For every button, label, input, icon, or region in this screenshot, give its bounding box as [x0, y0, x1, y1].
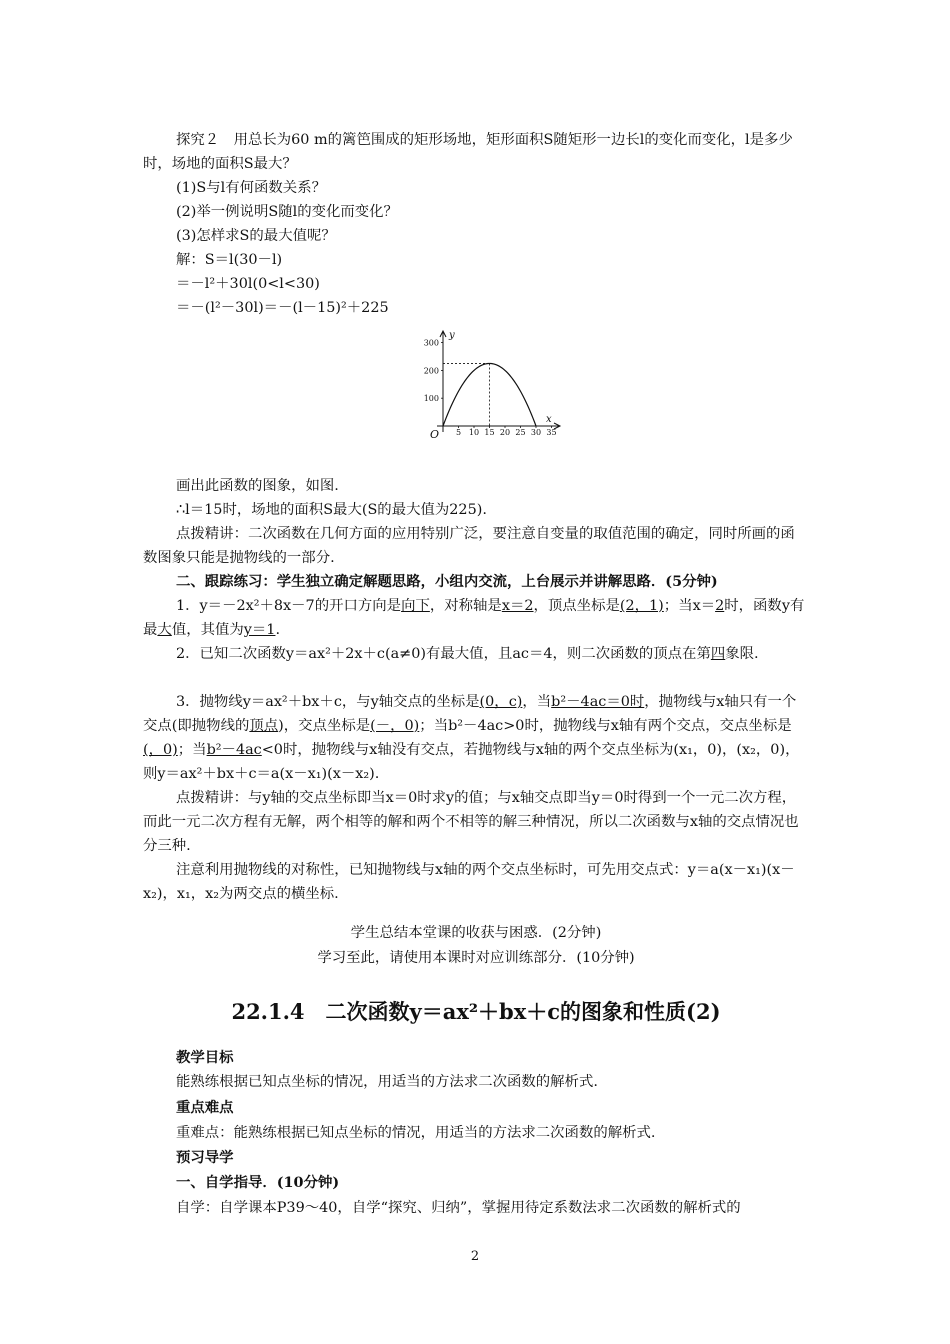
solution-line-3: ＝－(l²－30l)＝－(l－15)²＋225	[176, 300, 389, 316]
answer-blank: x＝2	[501, 598, 534, 614]
key-text: 重难点：能熟练根据已知点坐标的情况，用适当的方法求二次函数的解析式.	[176, 1125, 656, 1141]
note-text: 注意利用抛物线的对称性，已知抛物线与x轴的两个交点坐标时，可先用交点式：y＝a(x－x₁)(x－x₂)，x₁，x₂为两交点的横坐标.	[143, 862, 795, 902]
explore2-text: 探究２ 用总长为60 m的篱笆围成的矩形场地，矩形面积S随矩形一边长l的变化而变化，l是多少时，场地的面积S最大？	[143, 132, 793, 172]
tip2-text: 点拨精讲：与y轴的交点坐标即当x＝0时求y的值；与x轴交点即当y＝0时得到一个一元二次方程，而此一元二次方程有无解，两个相等的解和两个不相等的解三种情况，所以二次函数与x轴的交点情况也分三种.	[143, 790, 799, 854]
answer-blank: b²－4ac＝0时	[551, 694, 645, 710]
section2-heading: 二、跟踪练习：学生独立确定解题思路，小组内交流，上台展示并讲解思路．(5分钟)	[176, 573, 718, 590]
explore2-q1: (1)S与l有何函数关系？	[176, 180, 326, 196]
explore2-q2: (2)举一例说明S随l的变化而变化？	[176, 204, 398, 220]
summary-line-1: 学生总结本堂课的收获与困惑．(2分钟)	[350, 925, 602, 941]
conclusion-text: ∴l＝15时，场地的面积S最大(S的最大值为225).	[176, 502, 487, 518]
answer-blank: (2，1)	[619, 598, 664, 614]
x-tick-label: 20	[499, 428, 511, 437]
y-tick-label: 300	[423, 338, 439, 348]
goal-text: 能熟练根据已知点坐标的情况，用适当的方法求二次函数的解析式.	[176, 1074, 598, 1090]
x-tick-label: 5	[455, 428, 462, 437]
solution-line-2: ＝－l²＋30l(0<l<30)	[176, 276, 320, 292]
page-number: 2	[470, 1249, 480, 1264]
tip-text: 点拨精讲：二次函数在几何方面的应用特别广泛，要注意自变量的取值范围的确定，同时所画的函数图象只能是抛物线的一部分.	[143, 526, 795, 566]
x-tick-label: 35	[546, 428, 557, 437]
explore2-q3: (3)怎样求S的最大值呢？	[176, 228, 336, 244]
y-tick-label: 200	[423, 366, 439, 376]
preview-heading: 预习导学	[176, 1149, 234, 1166]
y-tick-label: 100	[423, 394, 439, 404]
answer-blank: 向下	[401, 598, 430, 614]
answer-blank: y＝1	[243, 622, 276, 638]
answer-blank: 大	[157, 622, 172, 638]
parabola-graph	[418, 328, 568, 446]
key-heading: 重点难点	[176, 1099, 234, 1116]
exercise-3: 3．抛物线y＝ax²＋bx＋c，与y轴交点的坐标是(0，c)，当b²－4ac＝0时，抛物线与x轴只有一个交点(即抛物线的顶点)，交点坐标是(－，0)；当b²－4ac>0时，抛物线与x轴有两个交点，交点坐标是(，0)；当b²－4ac<0时，抛物线与x轴没有交点，若抛物线与x轴的两个交点坐标为(x₁，0)，(x₂，0)，则y＝ax²＋bx＋c＝a(x－x₁)(x－x₂).	[143, 694, 800, 782]
x-tick-label: 15	[484, 428, 495, 437]
answer-blank: 2	[715, 598, 725, 614]
x-tick-label: 25	[515, 428, 526, 437]
origin-label: O	[430, 428, 440, 441]
x-axis-label: x	[546, 414, 552, 425]
y-axis-label: y	[449, 330, 455, 341]
answer-blank: 四	[710, 646, 726, 662]
lesson-title: 22.1.4 二次函数y＝ax²＋bx＋c的图象和性质(2)	[231, 999, 721, 1024]
answer-blank: b²－4ac	[206, 742, 262, 758]
answer-blank: 顶点	[249, 718, 279, 734]
x-tick-label: 30	[530, 428, 542, 437]
solution-line-1: 解：S＝l(30－l)	[176, 252, 283, 268]
exercise-1: 1．y＝－2x²＋8x－7的开口方向是向下，对称轴是x＝2，顶点坐标是(2，1)；当x＝2时，函数y有最大值，其值为y＝1.	[143, 598, 805, 638]
self-study-heading: 一、自学指导．(10分钟)	[176, 1174, 340, 1191]
exercise-2: 2．已知二次函数y＝ax²＋2x＋c(a≠0)有最大值，且ac＝4，则二次函数的顶点在第四象限.	[176, 646, 759, 662]
summary-line-2: 学习至此，请使用本课时对应训练部分．(10分钟)	[317, 950, 635, 966]
self-study-text: 自学：自学课本P39～40，自学“探究、归纳”，掌握用待定系数法求二次函数的解析式的	[176, 1200, 741, 1216]
x-tick-label: 10	[468, 428, 480, 437]
goal-heading: 教学目标	[176, 1049, 234, 1066]
answer-blank: (－，0)	[370, 718, 420, 734]
draw-graph-text: 画出此函数的图象，如图.	[176, 478, 339, 494]
answer-blank: (0，c)	[479, 694, 523, 710]
answer-blank: (，0)	[143, 742, 178, 758]
